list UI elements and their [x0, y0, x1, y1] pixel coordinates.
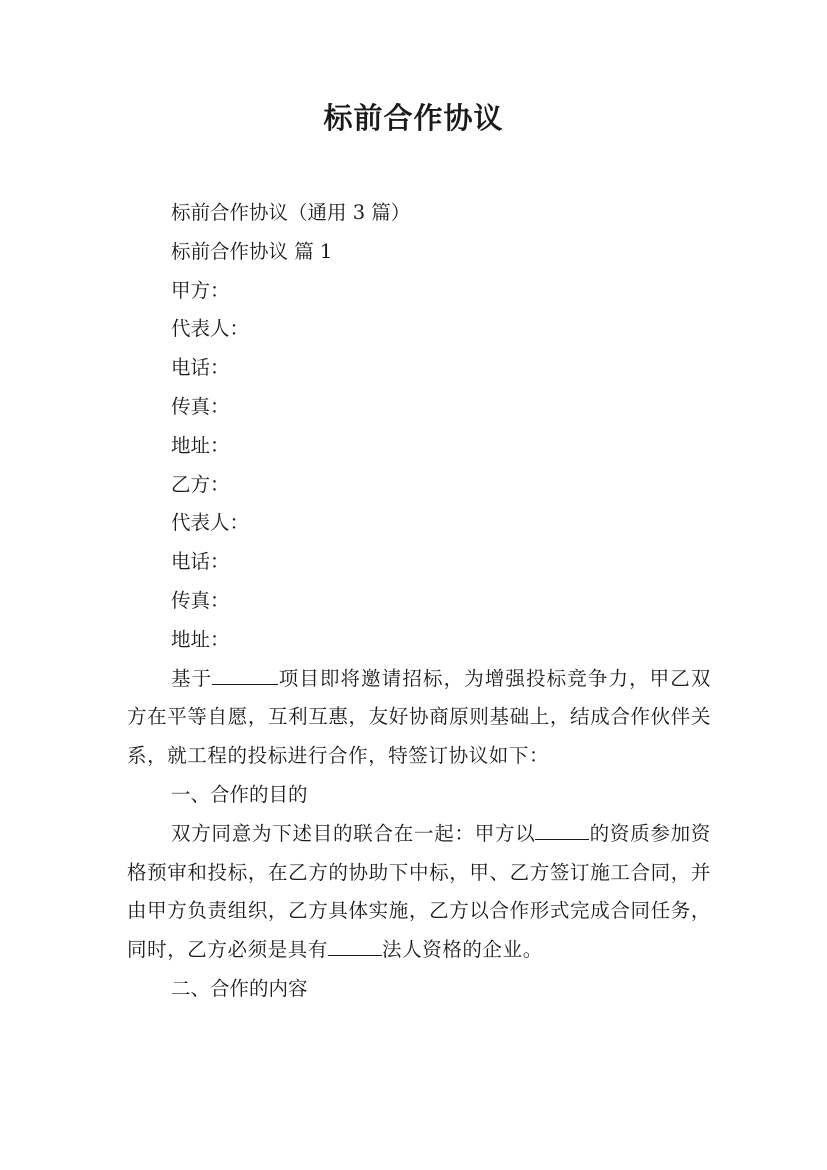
clause2-heading: 二、合作的内容: [171, 976, 308, 1000]
party-a-name-label: 甲方：: [171, 278, 230, 302]
section-heading: 标前合作协议 篇 1: [171, 239, 333, 263]
party-a-address-label: 地址：: [171, 433, 230, 457]
clause1-part1: 双方同意为下述目的联合在一起：甲方以: [171, 821, 536, 845]
party-b-phone-label: 电话：: [171, 550, 230, 574]
intro-prefix: 基于: [171, 666, 213, 690]
party-b-name-label: 乙方：: [171, 472, 230, 496]
clause1-part3: 法人资格的企业。: [382, 938, 543, 962]
party-b-fax-label: 传真：: [171, 588, 230, 612]
intro-suffix: 项目即将邀请招标，为增强投标竞争力，甲乙双方在平等自愿，互利互惠，友好协商原则基础上，结成合作伙伴关系，就工程的投标进行合作，特签订协议如下：: [127, 666, 711, 768]
project-name-blank: [212, 666, 278, 685]
party-a-phone-label: 电话：: [171, 356, 230, 380]
document-subtitle: 标前合作协议（通用 3 篇）: [171, 201, 411, 224]
document-body: [127, 194, 711, 1009]
intro-paragraph: [127, 660, 711, 776]
party-a-rep-label: 代表人：: [171, 317, 250, 341]
party-a-fax-label: 传真：: [171, 394, 230, 418]
clause1-heading: 一、合作的目的: [171, 782, 308, 806]
party-b-rep-label: 代表人：: [171, 511, 250, 535]
document-title: 标前合作协议: [323, 101, 504, 135]
qualification-blank: [535, 821, 589, 840]
party-b-address-label: 地址：: [171, 627, 230, 651]
clause1-paragraph: [127, 815, 711, 970]
legal-entity-blank: [328, 937, 382, 956]
clause1-part2: 的资质参加资格预审和投标，在乙方的协助下中标，甲、乙方签订施工合同，并由甲方负责组织，乙方具体实施，乙方以合作形式完成合同任务，同时，乙方必须是具有: [127, 821, 711, 962]
